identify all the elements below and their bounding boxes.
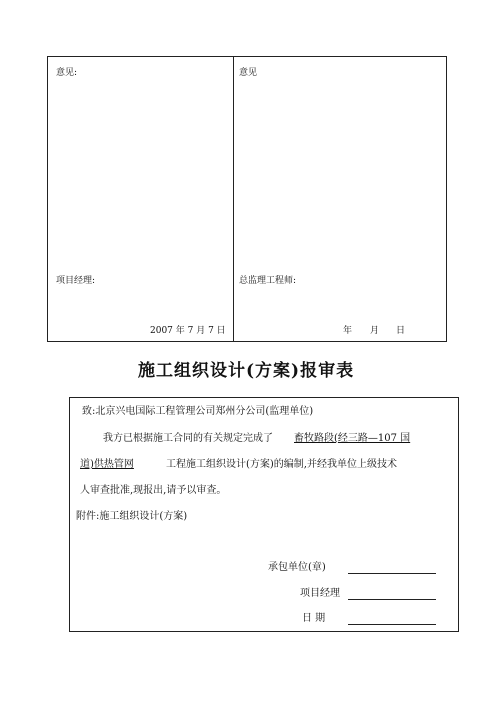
manager-label: 项目经理 [300,588,340,599]
to-line: 致:北京兴电国际工程管理公司郑州分公司(监理单位) [82,406,314,417]
right-chief-label: 总监理工程师: [239,276,297,286]
left-manager-label: 项目经理: [56,276,96,286]
right-date-day: 日 [396,326,406,336]
right-opinion-label: 意见 [239,68,258,78]
date-label: 日 期 [302,613,326,624]
para1-suffix: 工程施工组织设计(方案)的编制,并经我单位上级技术 [166,459,397,470]
top-table-divider [233,56,234,342]
para1-project-b: 道)供热管网 [80,459,134,470]
right-date-month: 月 [370,326,380,336]
attachment-line: 附件:施工组织设计(方案) [76,511,188,522]
contractor-label: 承包单位(章) [268,562,326,573]
form-title: 施工组织设计(方案)报审表 [138,361,355,381]
left-date: 2007 年 7 月 7 日 [150,326,226,336]
para1-prefix: 我方已根据施工合同的有关规定完成了 [103,433,273,444]
para1-project-a: 畜牧路段(经三路—107 国 [294,433,411,444]
top-table [47,56,447,342]
date-signature-line [348,624,436,625]
manager-signature-line [348,599,436,600]
para1-end: 人审查批准,现报出,请予以审查。 [80,485,227,496]
right-date-year: 年 [343,326,353,336]
contractor-signature-line [348,573,436,574]
left-opinion-label: 意见: [56,68,78,78]
